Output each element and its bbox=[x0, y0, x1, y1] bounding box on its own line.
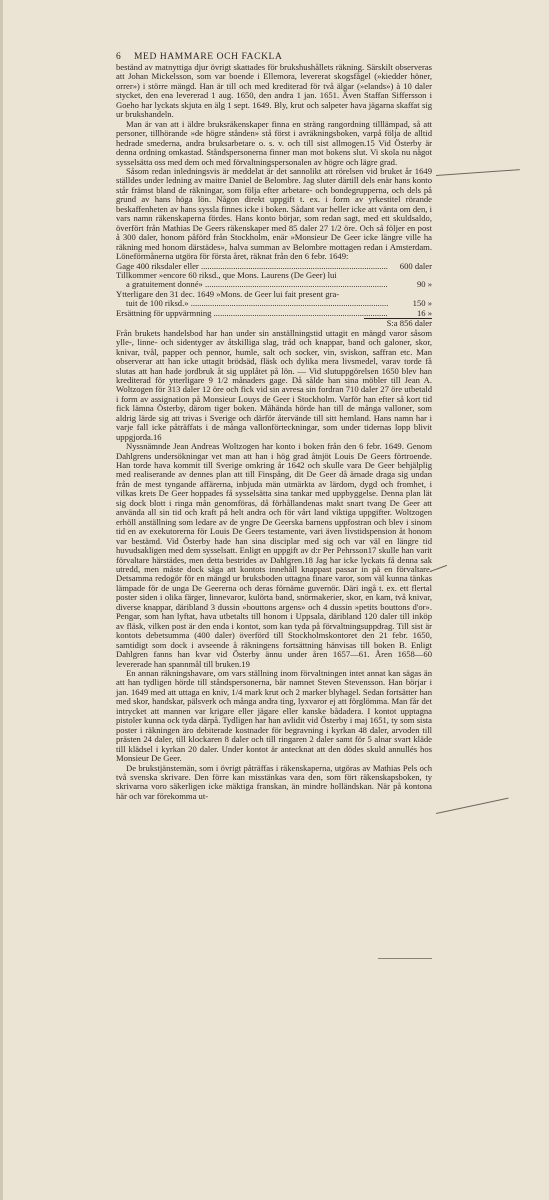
salary-row-label-cont: a gratuitement donné» ..... bbox=[126, 280, 388, 289]
pencil-underline bbox=[378, 958, 432, 959]
paragraph: Man är van att i äldre bruksräkenskaper finna en sträng rangordning tilllämpad, så att personer, tillhörande »de högre stånden» stå först i avräkningsboken, varpå följa de alltid hedrade smederna, andra bruksarbetare o. s. v. och till sist allmogen.15 Vid Österby är denna ordning omkastad. Ståndspersonerna finner man mot bokens slut. Vi skola nu något sysselsätta oss med dem och med förvaltningspersonalen av högre och lägre grad. bbox=[116, 118, 432, 167]
paragraph: Såsom redan inledningsvis är meddelat är det sannolikt att rörelsen vid bruket år 1649 ställdes under ledning av maitre Daniel de Belombre. Jag sluter därtill dels enär hans konto står främst bland de räkningar, som följa efter arbetare- och bondegrupperna, och dels på grund av hans höga lön. Någon direkt uppgift t. ex. i form av yrkestitel rörande beskaffenheten av hans syssla finnes icke i boken. Sådant var heller icke att vänta om den, i vars namn räkenskaperna fördes. Hans konto börjar, som redan sagt, med ett skuldsaldo, överfört från Mathias De Geers räkenskaper med 85 daler 27 1/2 öre. Och så följer en post å 300 daler, honom påförd från Stockholm, enär »Monsieur De Geer icke längre ville ha räkning med honom därstädes», halva summan av Belombre mottagen redan i Amsterdam. Löneförmånerna utgöra för första året, räknat från den 6 febr. 1649: bbox=[116, 165, 432, 262]
salary-row bbox=[116, 271, 432, 290]
salary-row-amount: 90 » bbox=[416, 279, 432, 290]
paragraph: De brukstjänstemän, som i övrigt påträffas i räkenskaperna, utgöras av Mathias Pels och två svenska skrivare. Den förre kan misstänkas vara den, som fört räkenskapsboken, ty skrivarna voro säkerligen icke mäktiga franskan, än mindre holländskan. När på kontona här och var förekomma ut- bbox=[116, 762, 432, 801]
page-text-block bbox=[116, 52, 432, 801]
salary-table bbox=[116, 262, 432, 329]
pencil-margin-mark bbox=[430, 565, 447, 572]
pencil-margin-mark bbox=[436, 169, 520, 176]
salary-row-label: Gage 400 riksdaler eller ..... bbox=[116, 262, 388, 271]
salary-row-amount: 150 » bbox=[412, 298, 432, 309]
paragraph: En annan räkningshavare, om vars ställning inom förvaltningen intet annat kan sägas än att han tydligen hörde till ståndspersonerna, bär namnet Steven Stevensson. Han börjar i jan. 1649 med att uttaga en kniv, 1/4 mark krut och 2 marker blyhagel. Sedan fortsätter han med skor, handskar, pälsverk och många andra ting, lyxvaror ej att förglömma. Man får det intrycket att mannen var krigare eller jägare eller kanske bådadera. I kontot upptagna pistoler kunna ock tyda därpå. Tydligen har han avlidit vid Österby i maj 1651, ty som sista poster i räkningen äro debiterade kostnader för begravning i kyrkan 48 daler, arvoden till prästen 24 daler, till klockaren 8 daler och till ringaren 2 daler samt för 5 alnar svart kläde till klädsel i kyrkan 20 daler. Under kontot är antecknat att den dödes skuld annullés hos Monsieur De Geer. bbox=[116, 668, 432, 764]
salary-row-label: Ersättning för uppvärmning ..... bbox=[116, 309, 388, 318]
page-edge-shadow bbox=[0, 0, 3, 1200]
salary-row-amount: 16 » bbox=[416, 307, 432, 318]
salary-row-label: Ytterligare den 31 dec. 1649 »Mons. de Geer lui fait present gra- bbox=[116, 288, 340, 299]
paragraph: beständ av matnyttiga djur övrigt skattades för brukshushållets räkning. Särskilt observeras att Johan Mickelsson, som var boende i Ellemora, levererat skogsfågel (»kiedder höner, orrer») i större mängd. Han är till och med krediterad för två älgar (»elands») à 10 daler stycket, den ena levererad 1 aug. 1650, den andra 1 jan. 1651. Även Staffan Siffersson i Goeho har lyckats skjuta en älg 1 sept. 1649. Bly, krut och salpeter hava jägarna skaffat sig ur brukshandeln. bbox=[116, 62, 432, 120]
salary-row bbox=[116, 290, 432, 309]
running-title: MED HAMMARE OCH FACKLA bbox=[134, 52, 283, 62]
pencil-margin-mark bbox=[436, 798, 509, 814]
paragraph: Nyssnämnde Jean Andreas Woltzogen har konto i boken från den 6 febr. 1649. Genom Dahlgrens undersökningar vet man att han i hög grad åtnjöt Louis De Geers förtroende. Han torde hava kommit till Sverige omkring år 1642 och skulle vara De Geer behjälplig med realiserande av dennes plan att till Finspång, dit De Geer då ärnade draga sig undan från de mest tyngande affärerna, inbjuda män utmärkta av lärdom, dygd och fromhet, i vilkas krets De Geer hoppades få sysselsätta sina tankar med uppbyggelse. Denna plan lät sig dock blott i ringa mån genomföras, då förhållandenas makt snart tvang De Geer att använda all sin tid och kraft på helt andra och för vårt land viktiga uppgifter. Woltzogen erhöll anställning som ledare av de yngre De Geerska barnens uppfostran och blev i sinom tid en av exekutorerna för Louis De Geers testamente, vari även livstidspension åt honom var bestämd. Vid Österby hade han sina disciplar med sig och var väl en längre tid huvudsakligen med dem sysselsatt. Enligt en uppgift av d:r Per Pehrsson17 skulle han varit förvaltare härstädes, men detta bestrides av Dahlgren.18 Jag har icke lyckats få denna sak utredd, men måste dock säga att kontots innehåll knappast passar in på en förvaltare. Detsamma redogör för en mängd ur bruksboden uttagna finare varor, som väl kunna tänkas lämpade för de unga De Geererna och deras förnäme guvernör. Däri ingå t. ex. ett flertal poster siden i olika färger, linnevaror, kulörta band, snörmakerier, skor, en kam, två knivar, diverse knappar, däribland 3 dussin »bouttons argens» och 4 dussin »petits bouttons d'or». Pengar, som han lyftat, hava utbetalts till honom i Uppsala, däribland 120 daler till inköp av fläsk, vilken post är den enda i kontot, som kan tyda på förvaltningsuppdrag. Till sist är kontots debetsumma (400 daler) överförd till Stockholmskontoret den 21 febr. 1650, samtidigt som dock i avseende å räkningens fortsättning hänvisas till boken B. Enligt Dahlgren fanns han kvar vid Österby ännu under åren 1657—61. Åren 1658—60 levererade han spannmål till bruken.19 bbox=[116, 441, 432, 669]
paragraph: Från brukets handelsbod har han under sin anställningstid uttagit en mängd varor såsom ylle-, linne- och sidentyger av åtskilliga slag, tråd och knappar, band och galoner, skor, knivar, tvål, papper och pennor, humle, salt och socker, vin, sviskon, saffran etc. Man observerar att han icke uttagit brödsäd, fläsk och dylika mera livsmedel, varav torde få slutas att han hade jordbruk åt sig upplåtet på lön. — Vid slutuppgörelsen 1650 blev han krediterad för ytterligare 9 1/2 månaders gage. Då sålde han sina möbler till Jean A. Woltzogen för 313 daler 12 öre och fick vid sin avresa sin fordran 710 daler 27 öre utbetald i form av assignation på Monsieur Louys de Geer i Stockholm. Varför han efter så kort tid fick lämna Österby, därom tiger boken. Måhända hörde han till de många valloner, som aldrig lärde sig att trivas i Sverige och därför återvände till sitt hemland. Hans namn har i varje fall icke påträffats i de många vallonförteckningar, som under tidernas lopp blivit uppgjorda.16 bbox=[116, 327, 432, 442]
salary-row-amount: 600 daler bbox=[399, 260, 432, 271]
salary-row bbox=[116, 309, 432, 318]
salary-sum: S:a 856 daler bbox=[364, 318, 432, 328]
salary-row-label-cont: tuit de 100 riksd.» ..... bbox=[126, 299, 388, 308]
salary-row-label: Tillkommer »encore 60 riksd., que Mons. Laurens (De Geer) lui bbox=[116, 269, 337, 280]
page-number: 6 bbox=[116, 52, 122, 62]
